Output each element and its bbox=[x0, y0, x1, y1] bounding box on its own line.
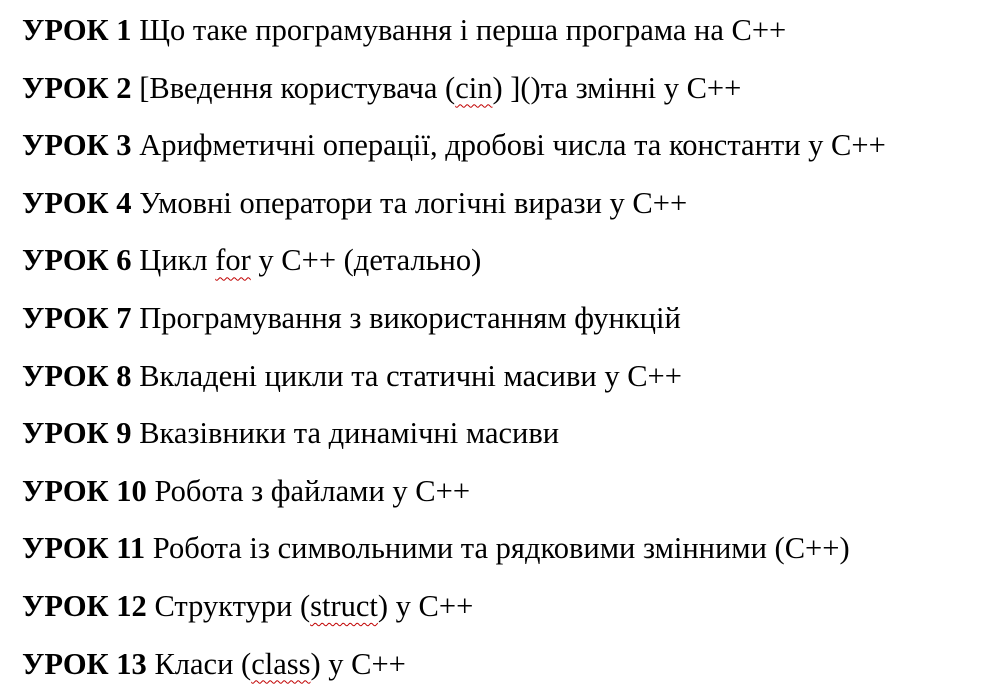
lesson-number: УРОК 13 bbox=[22, 646, 147, 681]
lesson-item bbox=[22, 469, 886, 527]
lesson-item bbox=[22, 123, 886, 181]
title-text-segment: Структури ( bbox=[154, 588, 311, 623]
lesson-number: УРОК 6 bbox=[22, 243, 132, 278]
lesson-item bbox=[22, 411, 886, 469]
lesson-title bbox=[154, 589, 473, 623]
lesson-item bbox=[22, 526, 886, 584]
lesson-title bbox=[139, 359, 682, 393]
lesson-item bbox=[22, 238, 886, 296]
lesson-number: УРОК 12 bbox=[22, 588, 147, 623]
lesson-title bbox=[139, 243, 481, 277]
title-text-segment: ) ]()та змінні у C++ bbox=[492, 70, 742, 105]
title-text-segment: Робота з файлами у C++ bbox=[154, 473, 471, 508]
lesson-title bbox=[154, 647, 405, 681]
title-text-segment: ) у C++ bbox=[377, 588, 474, 623]
lesson-item bbox=[22, 66, 886, 124]
lesson-list bbox=[22, 8, 886, 699]
title-text-segment: ) у C++ bbox=[310, 646, 406, 681]
spellcheck-flagged-word: struct bbox=[310, 588, 378, 623]
lesson-item bbox=[22, 8, 886, 66]
lesson-number: УРОК 11 bbox=[22, 531, 146, 566]
title-text-segment: Вкладені цикли та статичні масиви у C++ bbox=[139, 358, 682, 393]
lesson-number: УРОК 9 bbox=[22, 416, 132, 451]
lesson-number: УРОК 10 bbox=[22, 473, 147, 508]
lesson-item bbox=[22, 354, 886, 412]
lesson-title bbox=[139, 416, 559, 450]
title-text-segment: Умовні оператори та логічні вирази у C++ bbox=[139, 185, 688, 220]
lesson-item bbox=[22, 584, 886, 642]
lesson-title bbox=[139, 186, 687, 220]
lesson-item bbox=[22, 296, 886, 354]
title-text-segment: [Введення користувача ( bbox=[139, 70, 456, 105]
lesson-title bbox=[139, 301, 681, 335]
title-text-segment: Програмування з використанням функцій bbox=[139, 300, 681, 335]
lesson-title bbox=[154, 474, 470, 508]
lesson-title bbox=[139, 128, 886, 162]
title-text-segment: Що таке програмування і перша програма на C++ bbox=[139, 13, 787, 47]
spellcheck-flagged-word: for bbox=[215, 243, 251, 278]
lesson-number: УРОК 3 bbox=[22, 128, 132, 163]
lesson-number: УРОК 7 bbox=[22, 300, 132, 335]
lesson-item bbox=[22, 642, 886, 700]
lesson-number: УРОК 4 bbox=[22, 185, 132, 220]
lesson-title bbox=[153, 531, 850, 565]
title-text-segment: Вказівники та динамічні масиви bbox=[139, 416, 560, 451]
title-text-segment: Цикл bbox=[139, 243, 216, 278]
title-text-segment: Робота із символьними та рядковими змінними (C++) bbox=[152, 531, 850, 566]
spellcheck-flagged-word: class bbox=[251, 646, 311, 681]
lesson-title bbox=[139, 13, 786, 47]
title-text-segment: Арифметичні операції, дробові числа та константи у C++ bbox=[139, 128, 886, 163]
lesson-title bbox=[139, 71, 741, 105]
spellcheck-flagged-word: cin bbox=[455, 70, 493, 105]
lesson-item bbox=[22, 181, 886, 239]
lesson-number: УРОК 8 bbox=[22, 358, 132, 393]
lesson-number: УРОК 1 bbox=[22, 13, 132, 47]
title-text-segment: у C++ (детально) bbox=[250, 243, 482, 278]
title-text-segment: Класи ( bbox=[154, 646, 252, 681]
lesson-number: УРОК 2 bbox=[22, 70, 132, 105]
